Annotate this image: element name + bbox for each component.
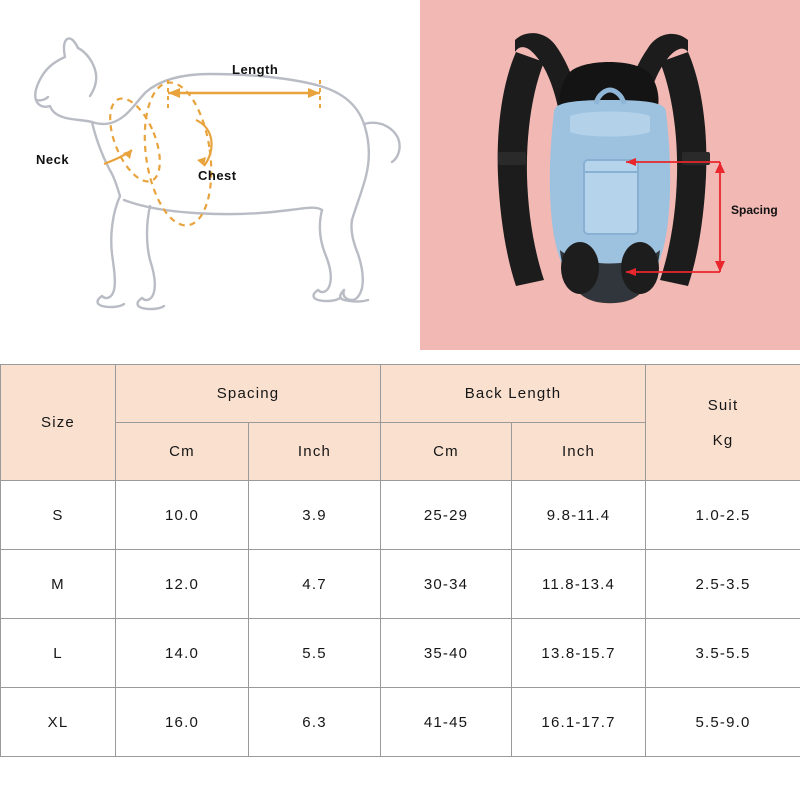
cell-size: L [1,619,116,688]
product-photo [420,0,800,350]
size-table-container [0,364,800,757]
cell-back-cm: 25-29 [381,481,512,550]
cell-back-inch: 11.8-13.4 [512,550,646,619]
cell-suit-kg: 2.5-3.5 [646,550,800,619]
cell-size: XL [1,688,116,757]
cell-back-cm: 41-45 [381,688,512,757]
size-table [0,364,800,757]
label-chest: Chest [198,168,237,183]
header-suit-label: Suit [707,396,739,414]
table-row [1,619,800,688]
cell-suit-kg: 3.5-5.5 [646,619,800,688]
cell-suit-kg: 5.5-9.0 [646,688,800,757]
header-size: Size [1,365,116,481]
carrier-illustration-svg [420,0,800,350]
cell-back-inch: 13.8-15.7 [512,619,646,688]
cell-spacing-inch: 6.3 [249,688,381,757]
cell-back-inch: 9.8-11.4 [512,481,646,550]
cell-spacing-inch: 5.5 [249,619,381,688]
header-spacing-inch: Inch [249,423,381,481]
table-header-groups [1,365,800,423]
table-row [1,688,800,757]
cell-back-cm: 30-34 [381,550,512,619]
cell-spacing-cm: 16.0 [116,688,249,757]
table-row [1,550,800,619]
header-back-length: Back Length [381,365,646,423]
table-row [1,481,800,550]
label-neck: Neck [36,152,70,167]
header-spacing-cm: Cm [116,423,249,481]
cell-spacing-inch: 3.9 [249,481,381,550]
cell-spacing-cm: 14.0 [116,619,249,688]
cell-spacing-inch: 4.7 [249,550,381,619]
header-back-cm: Cm [381,423,512,481]
cell-spacing-cm: 10.0 [116,481,249,550]
header-suit-unit: Kg [712,431,734,449]
header-spacing: Spacing [116,365,381,423]
cell-back-inch: 16.1-17.7 [512,688,646,757]
illustration-row [0,0,800,350]
dog-measurement-diagram [0,0,420,350]
cell-spacing-cm: 12.0 [116,550,249,619]
cell-size: M [1,550,116,619]
cell-suit-kg: 1.0-2.5 [646,481,800,550]
cell-size: S [1,481,116,550]
cell-back-cm: 35-40 [381,619,512,688]
header-suit [646,365,800,481]
header-back-inch: Inch [512,423,646,481]
label-spacing: Spacing [731,203,778,217]
label-length: Length [232,62,279,77]
